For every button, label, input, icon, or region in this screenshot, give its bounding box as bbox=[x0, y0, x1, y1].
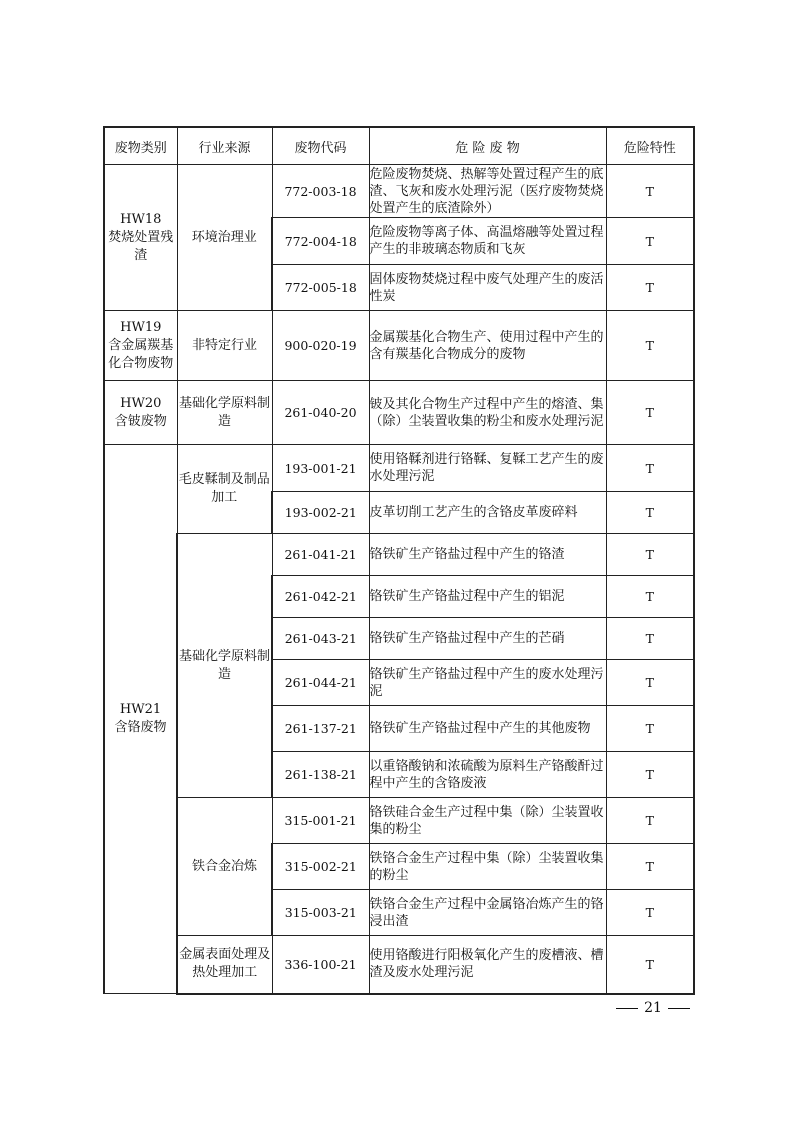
waste-code: 193-002-21 bbox=[272, 492, 369, 534]
waste-description: 危险废物焚烧、热解等处置过程产生的底渣、飞灰和废水处理污泥（医疗废物焚烧处置产生的底渣除外） bbox=[369, 165, 606, 218]
page-number bbox=[612, 1000, 694, 1016]
category-name: 含铬废物 bbox=[114, 720, 167, 735]
hazard-property: T bbox=[606, 576, 694, 618]
waste-description: 金属羰基化合物生产、使用过程中产生的含有羰基化合物成分的废物 bbox=[369, 311, 606, 381]
waste-code: 772-004-18 bbox=[272, 218, 369, 265]
hazard-property: T bbox=[606, 618, 694, 660]
table-row bbox=[104, 381, 694, 445]
hazard-property: T bbox=[606, 660, 694, 706]
waste-description: 铬铁矿生产铬盐过程中产生的废水处理污泥 bbox=[369, 660, 606, 706]
waste-description: 铬铁硅合金生产过程中集（除）尘装置收集的粉尘 bbox=[369, 798, 606, 844]
industry-text: 基础化学原料制造 bbox=[178, 648, 270, 682]
waste-code: 193-001-21 bbox=[272, 445, 369, 492]
hazard-property: T bbox=[606, 445, 694, 492]
industry-text: 金属表面处理及热处理加工 bbox=[179, 947, 271, 981]
category-name: 焚烧处置残渣 bbox=[108, 229, 174, 263]
table-row bbox=[104, 936, 694, 994]
waste-description: 铬铁矿生产铬盐过程中产生的铬渣 bbox=[369, 534, 606, 576]
industry-cell bbox=[177, 311, 272, 381]
waste-description: 铍及其化合物生产过程中产生的熔渣、集（除）尘装置收集的粉尘和废水处理污泥 bbox=[369, 381, 606, 445]
header-industry: 行业来源 bbox=[177, 127, 272, 165]
waste-code: 261-040-20 bbox=[272, 381, 369, 445]
hazard-property: T bbox=[606, 844, 694, 890]
industry-cell bbox=[177, 798, 272, 936]
waste-code: 772-005-18 bbox=[272, 265, 369, 311]
header-category: 废物类别 bbox=[104, 127, 177, 165]
hazard-property: T bbox=[606, 311, 694, 381]
hazard-property: T bbox=[606, 381, 694, 445]
table-row bbox=[104, 534, 694, 576]
hazard-property: T bbox=[606, 890, 694, 936]
industry-cell bbox=[177, 936, 272, 994]
waste-code: 261-042-21 bbox=[272, 576, 369, 618]
category-code: HW19 bbox=[120, 319, 162, 335]
hazard-property: T bbox=[606, 165, 694, 218]
industry-text: 基础化学原料制造 bbox=[178, 395, 270, 429]
header-row bbox=[104, 127, 694, 165]
category-name: 含金属羰基化合物废物 bbox=[108, 337, 174, 371]
category-cell bbox=[104, 311, 177, 381]
waste-code: 900-020-19 bbox=[272, 311, 369, 381]
industry-text: 毛皮鞣制及制品加工 bbox=[178, 472, 270, 505]
waste-code: 261-041-21 bbox=[272, 534, 369, 576]
page-number-dash-left bbox=[616, 1008, 638, 1009]
page-number-dash-right bbox=[668, 1008, 690, 1009]
waste-code: 315-001-21 bbox=[272, 798, 369, 844]
header-code: 废物代码 bbox=[272, 127, 369, 165]
table-row bbox=[104, 798, 694, 844]
waste-description: 固体废物焚烧过程中废气处理产生的废活性炭 bbox=[369, 265, 606, 311]
hazard-property: T bbox=[606, 265, 694, 311]
hazard-property: T bbox=[606, 492, 694, 534]
waste-description: 铬铁矿生产铬盐过程中产生的其他废物 bbox=[369, 706, 606, 752]
waste-description: 使用铬酸进行阳极氧化产生的废槽液、槽渣及废水处理污泥 bbox=[369, 936, 606, 994]
waste-code: 261-044-21 bbox=[272, 660, 369, 706]
waste-code: 261-043-21 bbox=[272, 618, 369, 660]
waste-description: 皮革切削工艺产生的含铬皮革废碎料 bbox=[369, 492, 606, 534]
table-body bbox=[104, 127, 694, 994]
waste-description: 危险废物等离子体、高温熔融等处置过程产生的非玻璃态物质和飞灰 bbox=[369, 218, 606, 265]
waste-description: 铬铁矿生产铬盐过程中产生的铝泥 bbox=[369, 576, 606, 618]
header-property: 危险特性 bbox=[606, 127, 694, 165]
category-name: 含铍废物 bbox=[114, 413, 167, 429]
hazard-property: T bbox=[606, 706, 694, 752]
header-waste: 危 险 废 物 bbox=[369, 127, 606, 165]
category-code: HW18 bbox=[120, 211, 162, 227]
industry-cell bbox=[177, 381, 272, 445]
hazardous-waste-table bbox=[103, 126, 695, 995]
industry-text: 非特定行业 bbox=[191, 337, 257, 353]
waste-description: 铬铁矿生产铬盐过程中产生的芒硝 bbox=[369, 618, 606, 660]
waste-code: 336-100-21 bbox=[272, 936, 369, 994]
hazard-property: T bbox=[606, 798, 694, 844]
waste-code: 261-138-21 bbox=[272, 752, 369, 798]
waste-description: 铁铬合金生产过程中集（除）尘装置收集的粉尘 bbox=[369, 844, 606, 890]
table-row bbox=[104, 311, 694, 381]
waste-description: 以重铬酸钠和浓硫酸为原料生产铬酸酐过程中产生的含铬废液 bbox=[369, 752, 606, 798]
waste-code: 261-137-21 bbox=[272, 706, 369, 752]
category-cell bbox=[104, 165, 177, 311]
hazard-property: T bbox=[606, 534, 694, 576]
hazard-property: T bbox=[606, 218, 694, 265]
hazard-property: T bbox=[606, 936, 694, 994]
category-cell bbox=[104, 445, 177, 994]
waste-code: 315-002-21 bbox=[272, 844, 369, 890]
category-cell bbox=[104, 381, 177, 445]
industry-cell bbox=[177, 534, 272, 798]
table-row bbox=[104, 165, 694, 218]
industry-cell bbox=[177, 165, 272, 311]
waste-description: 使用铬鞣剂进行铬鞣、复鞣工艺产生的废水处理污泥 bbox=[369, 445, 606, 492]
page-number-value: 21 bbox=[644, 1000, 662, 1016]
hazard-property: T bbox=[606, 752, 694, 798]
table-row bbox=[104, 445, 694, 492]
waste-description: 铁铬合金生产过程中金属铬冶炼产生的铬浸出渣 bbox=[369, 890, 606, 936]
industry-cell bbox=[177, 445, 272, 534]
category-code: HW20 bbox=[120, 395, 162, 411]
category-code: HW21 bbox=[119, 702, 162, 717]
waste-code: 772-003-18 bbox=[272, 165, 369, 218]
industry-text: 铁合金冶炼 bbox=[191, 858, 257, 874]
waste-code: 315-003-21 bbox=[272, 890, 369, 936]
industry-text: 环境治理业 bbox=[191, 229, 257, 245]
